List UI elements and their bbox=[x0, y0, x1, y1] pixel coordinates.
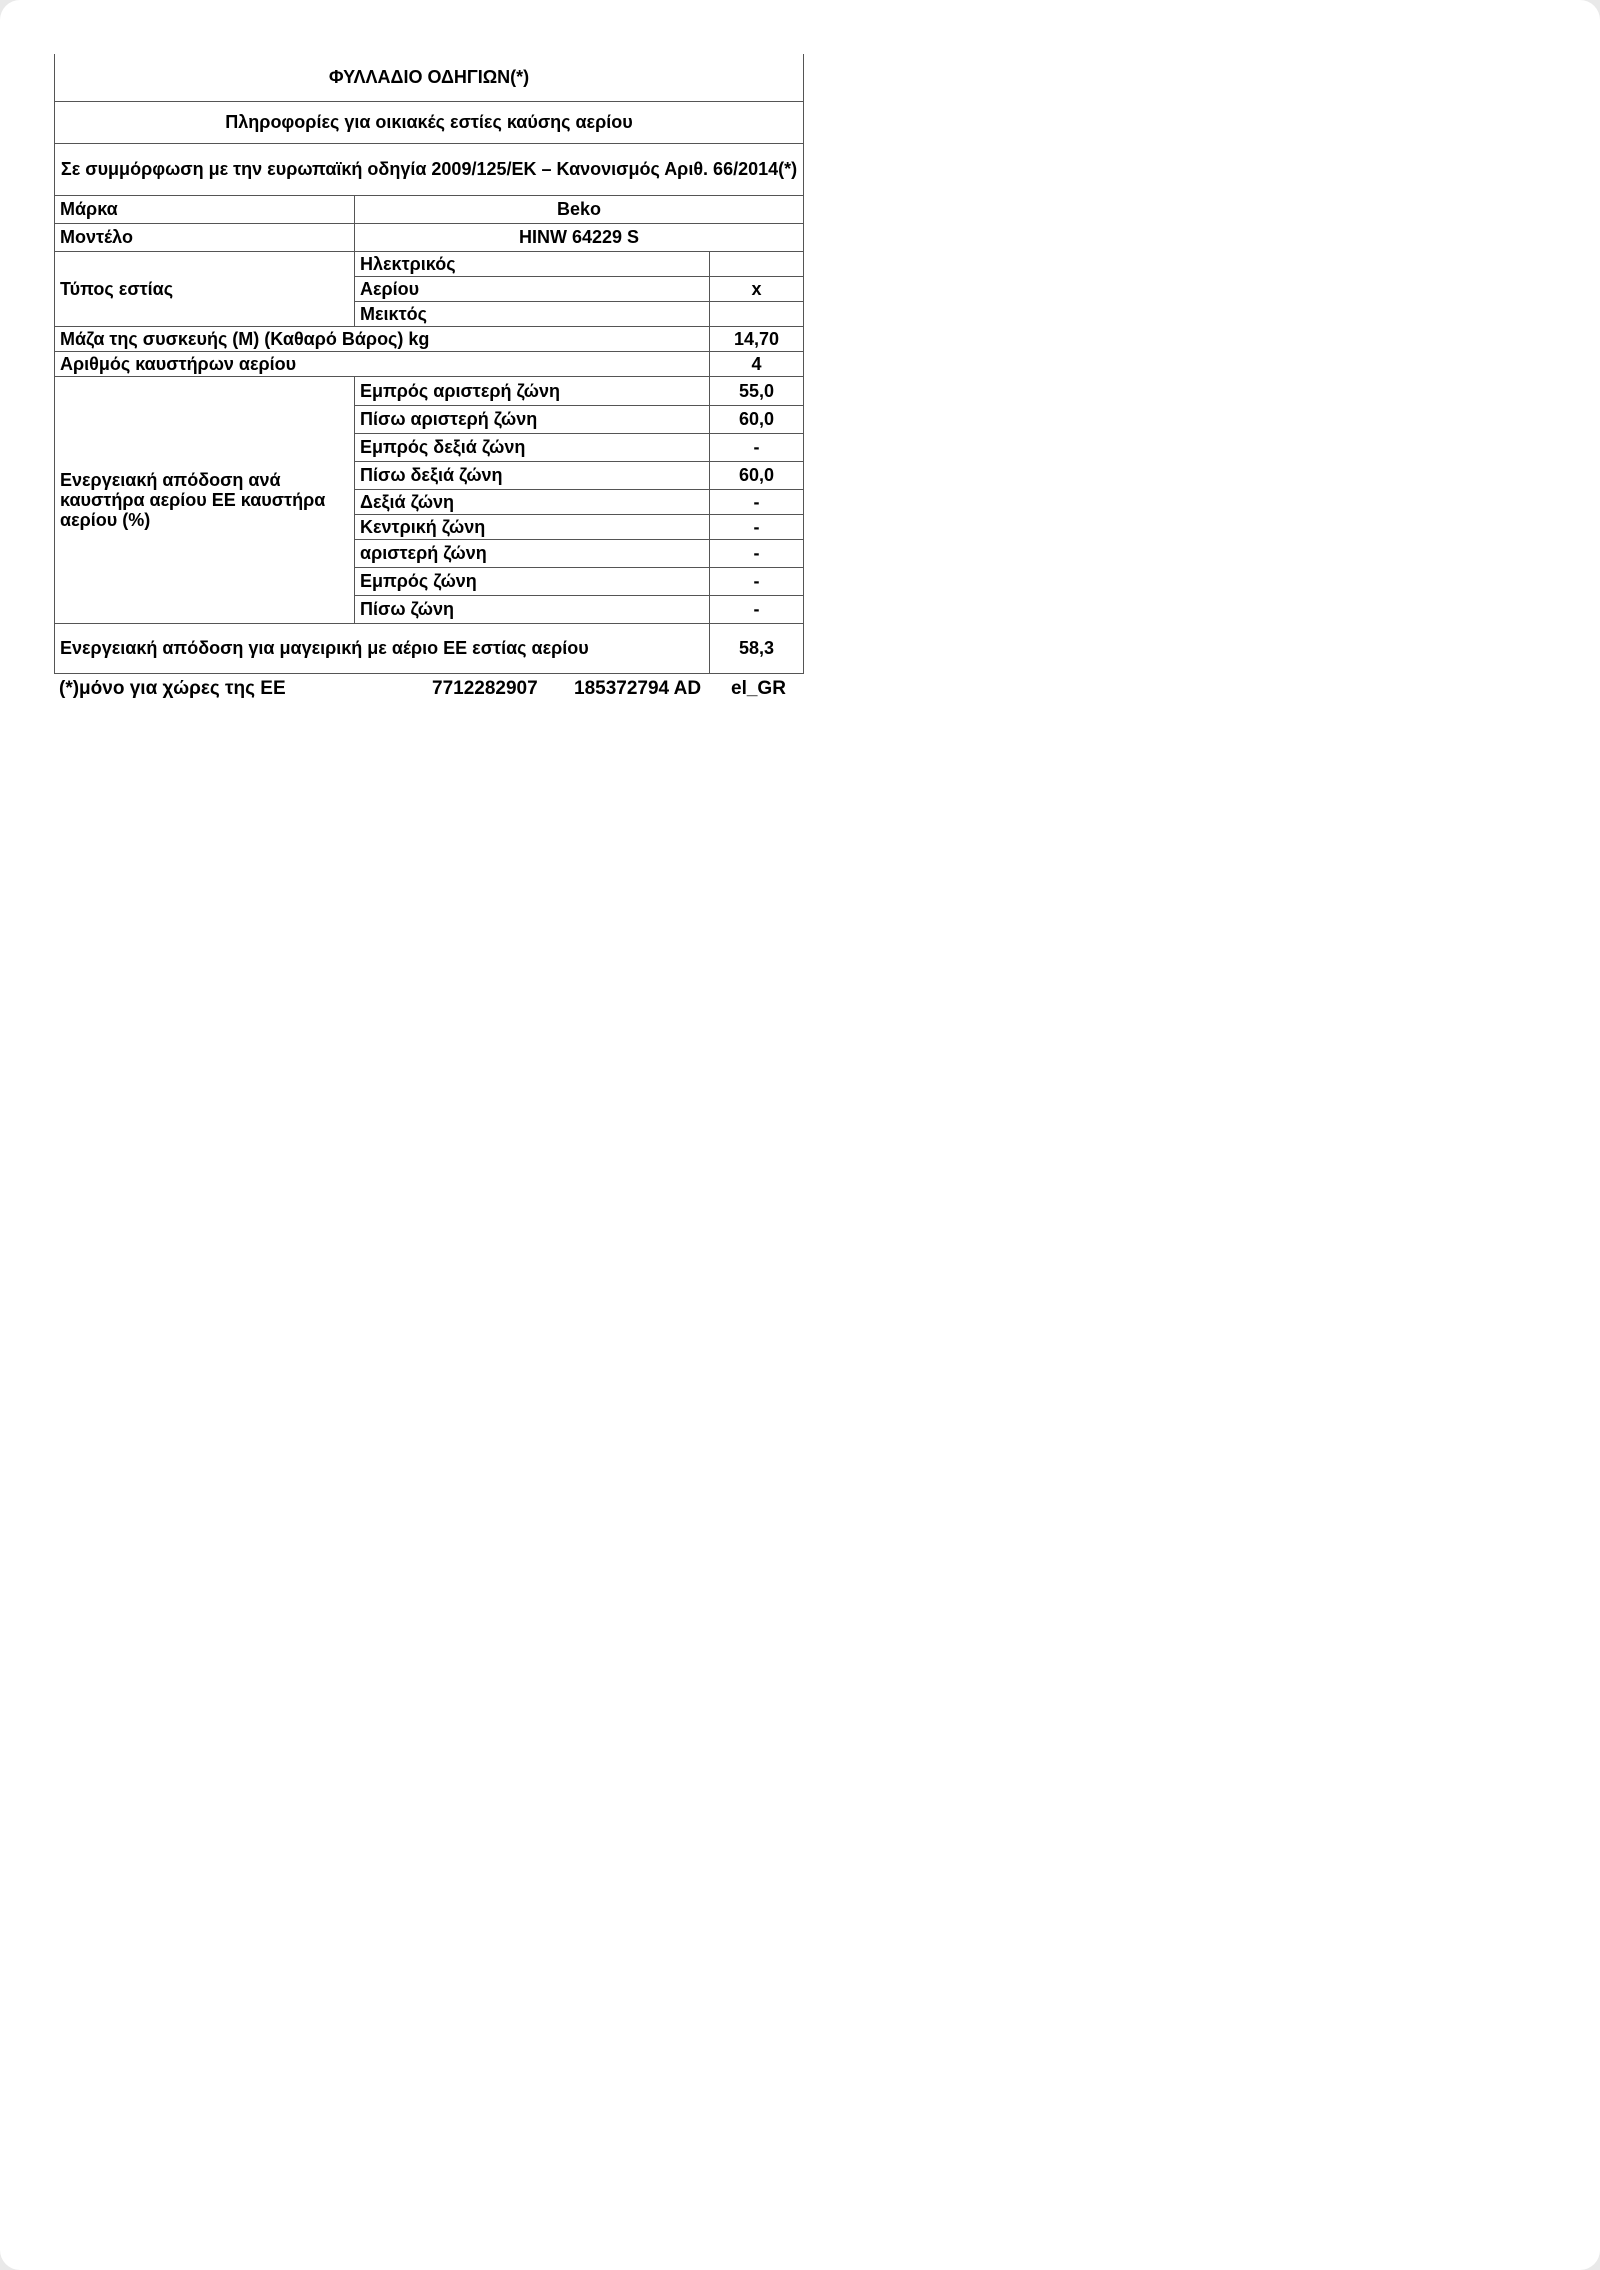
zone-name: Πίσω δεξιά ζώνη bbox=[355, 461, 710, 489]
document-title: ΦΥΛΛΑΔΙΟ ΟΔΗΓΙΩΝ(*) bbox=[55, 54, 804, 101]
footer-code: 7712282907 bbox=[432, 677, 538, 699]
zone-name: Κεντρική ζώνη bbox=[355, 514, 710, 539]
zone-value: - bbox=[710, 595, 804, 623]
zone-value: - bbox=[710, 489, 804, 514]
zone-value: - bbox=[710, 539, 804, 567]
hob-type-mark bbox=[710, 301, 804, 326]
burners-value: 4 bbox=[710, 351, 804, 376]
model-label: Μοντέλο bbox=[55, 223, 355, 251]
zone-name: Εμπρός αριστερή ζώνη bbox=[355, 376, 710, 405]
zone-name: Δεξιά ζώνη bbox=[355, 489, 710, 514]
specification-table bbox=[54, 54, 804, 674]
hob-type-option: Μεικτός bbox=[355, 301, 710, 326]
document-subtitle: Πληροφορίες για οικιακές εστίες καύσης αερίου bbox=[55, 101, 804, 143]
hob-type-option: Αερίου bbox=[355, 276, 710, 301]
hob-type-mark: x bbox=[710, 276, 804, 301]
zone-value: - bbox=[710, 567, 804, 595]
zone-name: Εμπρός δεξιά ζώνη bbox=[355, 433, 710, 461]
footer-locale: el_GR bbox=[731, 677, 786, 699]
efficiency-total-label: Ενεργειακή απόδοση για μαγειρική με αέριο ΕΕ εστίας αερίου bbox=[55, 623, 710, 673]
zone-value: 55,0 bbox=[710, 376, 804, 405]
hob-type-label: Τύπος εστίας bbox=[55, 251, 355, 326]
efficiency-per-burner-label: Ενεργειακή απόδοση ανά καυστήρα αερίου ΕΕ καυστήρα αερίου (%) bbox=[55, 376, 355, 623]
zone-value: - bbox=[710, 433, 804, 461]
zone-value: - bbox=[710, 514, 804, 539]
zone-name: Εμπρός ζώνη bbox=[355, 567, 710, 595]
efficiency-total-value: 58,3 bbox=[710, 623, 804, 673]
zone-name: αριστερή ζώνη bbox=[355, 539, 710, 567]
regulation-text: Σε συμμόρφωση με την ευρωπαϊκή οδηγία 2009/125/ΕΚ – Κανονισμός Αριθ. 66/2014(*) bbox=[55, 143, 804, 195]
hob-type-option: Ηλεκτρικός bbox=[355, 251, 710, 276]
mass-value: 14,70 bbox=[710, 326, 804, 351]
zone-name: Πίσω ζώνη bbox=[355, 595, 710, 623]
zone-name: Πίσω αριστερή ζώνη bbox=[355, 405, 710, 433]
model-value: HINW 64229 S bbox=[355, 223, 804, 251]
brand-value: Beko bbox=[355, 195, 804, 223]
hob-type-mark bbox=[710, 251, 804, 276]
zone-value: 60,0 bbox=[710, 461, 804, 489]
mass-label: Μάζα της συσκευής (M) (Καθαρό Βάρος) kg bbox=[55, 326, 710, 351]
footer bbox=[54, 674, 803, 702]
footer-code: 185372794 AD bbox=[574, 677, 702, 699]
brand-label: Μάρκα bbox=[55, 195, 355, 223]
burners-label: Αριθμός καυστήρων αερίου bbox=[55, 351, 710, 376]
footer-note: (*)μόνο για χώρες της ΕΕ bbox=[59, 677, 286, 699]
product-fiche bbox=[54, 54, 803, 702]
zone-value: 60,0 bbox=[710, 405, 804, 433]
